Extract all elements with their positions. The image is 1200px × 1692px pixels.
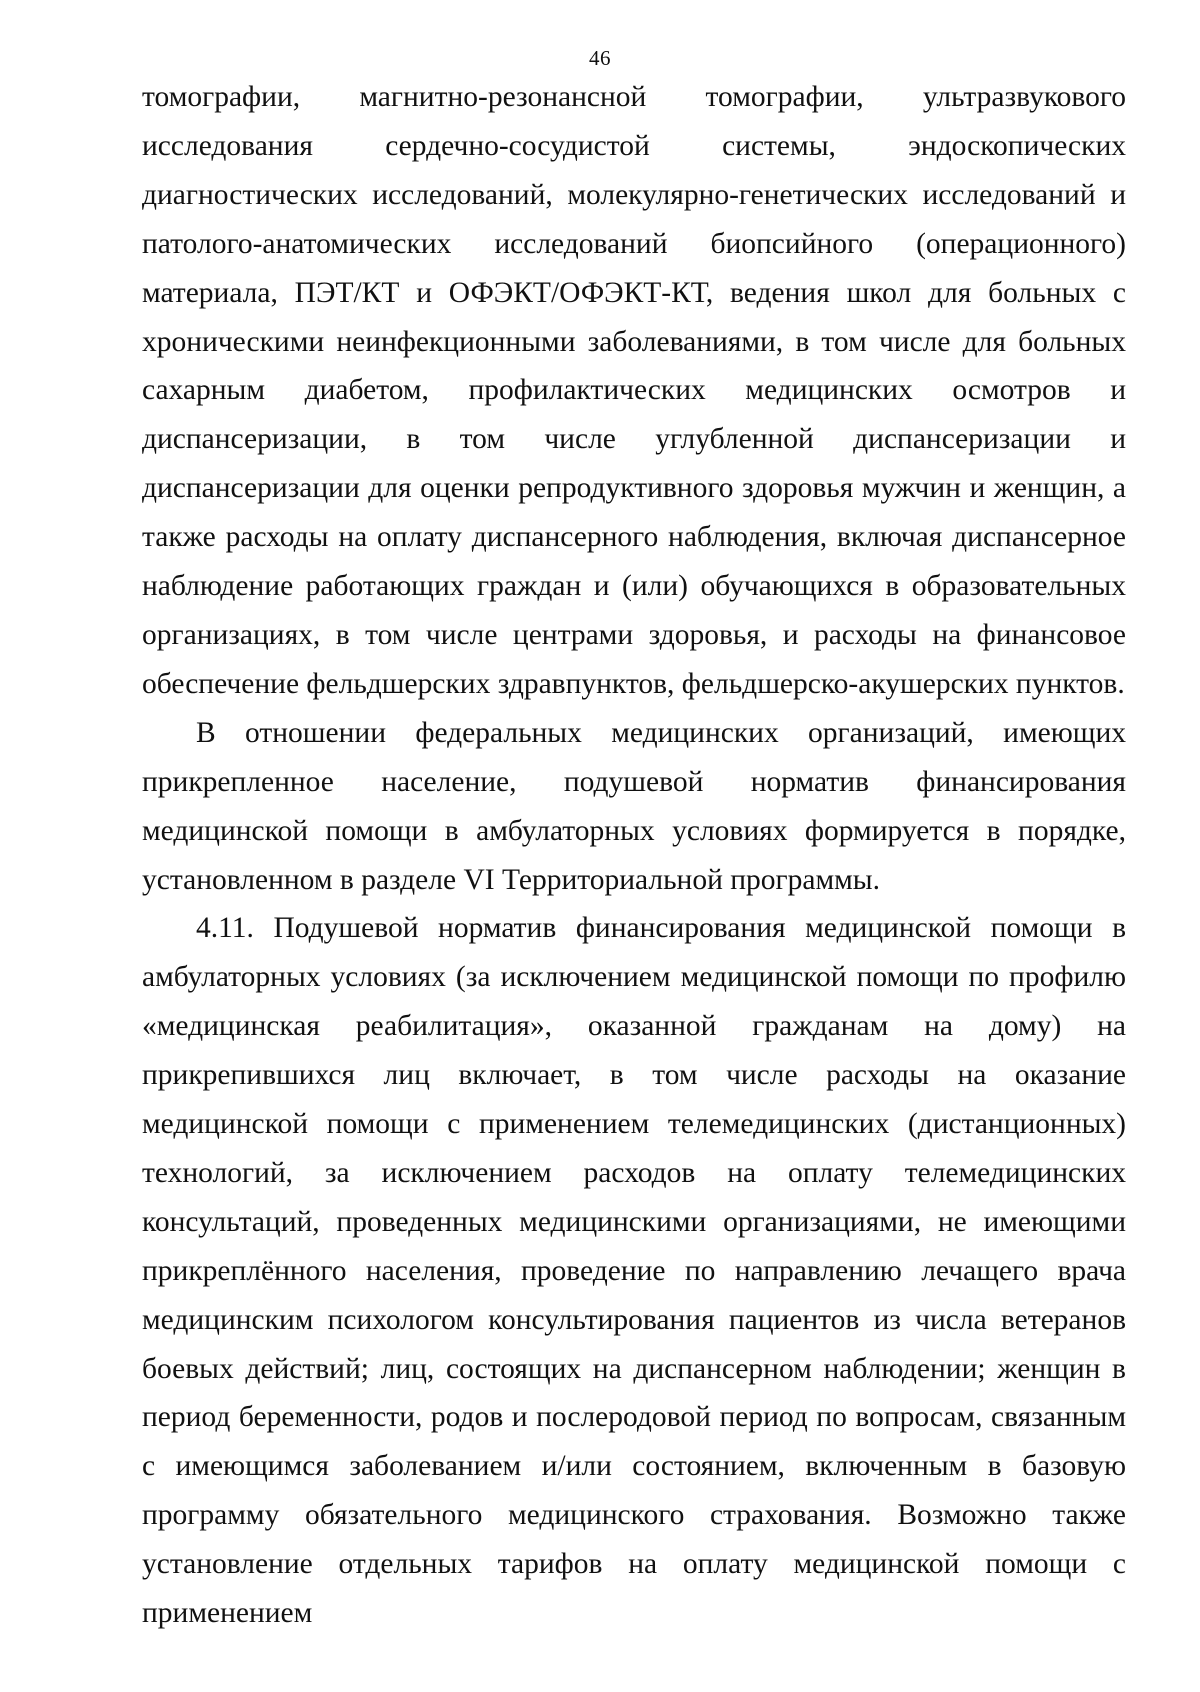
paragraph-continuation: томографии, магнитно-резонансной томографии, ультразвукового исследования сердечно-сосудистой системы, эндоскопических диагностических исследований, молекулярно-генетических исследований и патолого-анатомических исследований биопсийного (операционного) материала, ПЭТ/КТ и ОФЭКТ/ОФЭКТ-КТ, ведения школ для больных с хроническими неинфекционными заболеваниями, в том числе для больных сахарным диабетом, профилактических медицинских осмотров и диспансеризации, в том числе углубленной диспансеризации и диспансеризации для оценки репродуктивного здоровья мужчин и женщин, а также расходы на оплату диспансерного наблюдения, включая диспансерное наблюдение работающих граждан и (или) обучающихся в образовательных организациях, в том числе центрами здоровья, и расходы на финансовое обеспечение фельдшерских здравпунктов, фельдшерско-акушерских пунктов. (142, 81, 1126, 700)
document-body (142, 73, 1126, 1638)
paragraph-federal-organizations: В отношении федеральных медицинских организаций, имеющих прикрепленное население, подушевой норматив финансирования медицинской помощи в амбулаторных условиях формируется в порядке, установленном в разделе VI Территориальной программы. (142, 716, 1126, 896)
page-number: 46 (589, 46, 611, 70)
paragraph-4-11: 4.11. Подушевой норматив финансирования медицинской помощи в амбулаторных условиях (за исключением медицинской помощи по профилю «медицинская реабилитация», оказанной гражданам на дому) на прикрепившихся лиц включает, в том числе расходы на оказание медицинской помощи с применением телемедицинских (дистанционных) технологий, за исключением расходов на оплату телемедицинских консультаций, проведенных медицинскими организациями, не имеющими прикреплённого населения, проведение по направлению лечащего врача медицинским психологом консультирования пациентов из числа ветеранов боевых действий; лиц, состоящих на диспансерном наблюдении; женщин в период беременности, родов и послеродовой период по вопросам, связанным с имеющимся заболеванием и/или состоянием, включенным в базовую программу обязательного медицинского страхования. Возможно также установление отдельных тарифов на оплату медицинской помощи с применением (142, 912, 1126, 1630)
